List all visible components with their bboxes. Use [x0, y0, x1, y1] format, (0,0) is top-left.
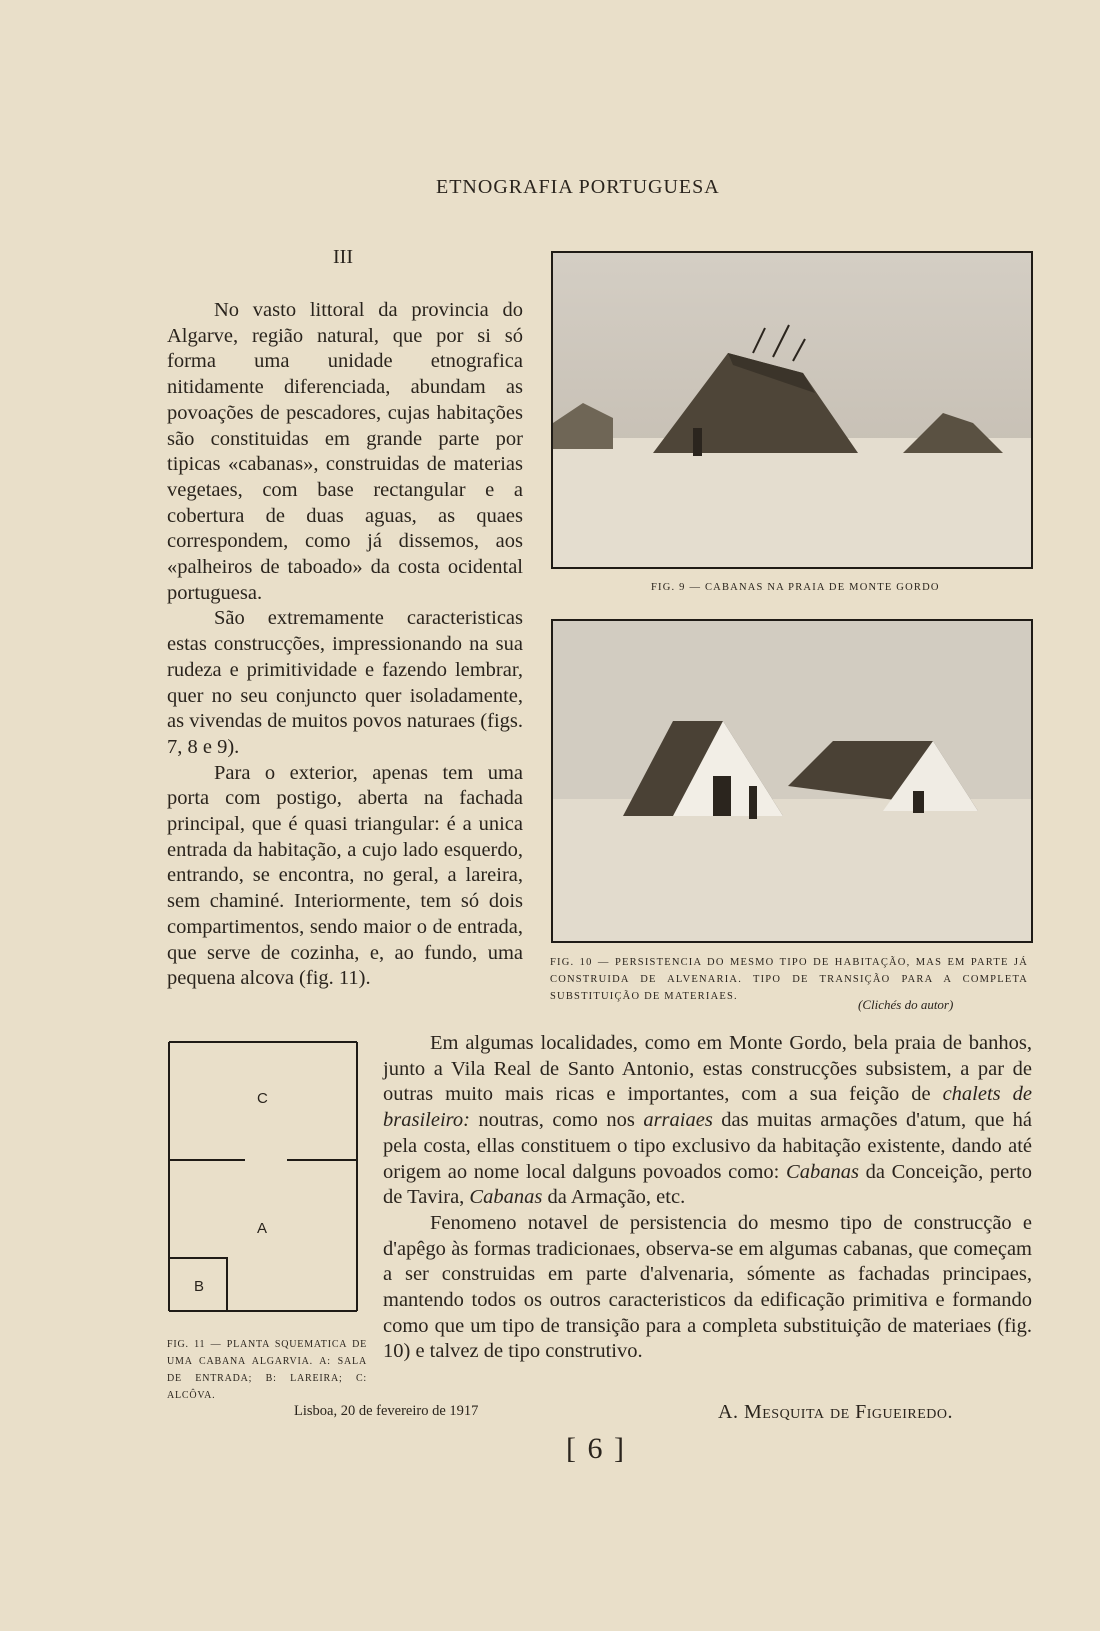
running-head: ETNOGRAFIA PORTUGUESA — [436, 176, 720, 198]
masonry-cabanas-illustration — [553, 621, 1031, 941]
p4-text-g: da Conceição, perto de Tavira, — [383, 1160, 1033, 1209]
p4-italic-b: chalets de brasileiro: — [383, 1083, 1033, 1132]
p4-text-c: noutras, como nos — [469, 1109, 644, 1132]
paragraph-2: São extremamente caracteristicas estas construcções, impressionando na sua rudeza e primitividade e fazendo lembrar, quer no seu conjuncto quer isoladamente, as vivendas de muitos povos naturaes (figs. 7, 8 e 9). — [167, 607, 523, 758]
p4-text-i: da Armação, etc. — [542, 1186, 686, 1209]
date-line: Lisboa, 20 de fevereiro de 1917 — [294, 1403, 479, 1419]
p4-text-a: Em algumas localidades, como em Monte Gordo, bela praia de banhos, junto a Vila Real de Santo Antonio, estas construcções subsistem, a par de outras muito mais ricas e importantes, com a sua feição de — [383, 1032, 1032, 1106]
fig-11-caption: FIG. 11 — PLANTA SQUEMATICA DE UMA CABANA ALGARVIA. A: SALA DE ENTRADA; B: LAREIRA; C: ALCÔVA. — [167, 1339, 367, 1401]
fig-9-caption: FIG. 9 — CABANAS NA PRAIA DE MONTE GORDO — [651, 582, 940, 593]
fig-11-plan — [167, 1031, 367, 1406]
p4-italic-d: arraiaes — [643, 1109, 713, 1132]
cabanas-photo-illustration — [553, 253, 1031, 567]
page-number: [ 6 ] — [566, 1432, 626, 1465]
paragraph-5: Fenomeno notavel de persistencia do mesmo tipo de construcção e d'apêgo às formas tradicionaes, observa-se em algumas cabanas, que começam a ser construidas em parte d'alvenaria, sómente as fachadas principaes, mantendo todos os outros caracteristicos da edificação primitiva e formando como que um tipo de transição para a completa substituição de materiaes (fig. 10) e talvez de tipo construtivo. — [383, 1211, 1032, 1363]
p4-italic-f: Cabanas — [786, 1160, 859, 1183]
plan-label-b: B — [194, 1278, 205, 1295]
plan-label-c: C — [257, 1090, 268, 1107]
paragraph-1: No vasto littoral da provincia do Algarve, região natural, que por si só forma uma unidade etnografica nitidamente diferenciada, abundam as povoações de pescadores, cujas habitações são constituidas em grande parte por tipicas «cabanas», construidas de materias vegetaes, com base rectangular e a cobertura de duas aguas, as quaes correspondem, como já dissemos, aos «palheiros de taboado» da costa ocidental portuguesa. — [167, 299, 523, 604]
plan-label-a: A — [257, 1220, 268, 1237]
author-signature: A. Mesquita de Figueiredo. — [718, 1401, 953, 1423]
left-column — [167, 298, 523, 992]
p4-italic-h: Cabanas — [469, 1186, 543, 1209]
paragraph-3: Para o exterior, apenas tem uma porta com postigo, aberta na fachada principal, que é quasi triangular: é a unica entrada da habitação, a cujo lado esquerdo, entrando, se encontra, no geral, a lareira, sem chaminé. Interiormente, tem só dois compartimentos, sendo maior o de entrada, que serve de cozinha, e, ao fundo, uma pequena alcova (fig. 11). — [167, 761, 523, 990]
fig-10-photo — [551, 619, 1033, 943]
section-number: III — [333, 246, 353, 268]
photo-credit: (Clichés do autor) — [858, 997, 954, 1012]
fig-9-photo — [551, 251, 1033, 569]
fig-10-caption: FIG. 10 — PERSISTENCIA DO MESMO TIPO DE HABITAÇÃO, MAS EM PARTE JÁ CONSTRUIDA DE ALVENARIA. TIPO DE TRANSIÇÃO PARA A COMPLETA SUBSTITUIÇÃO DE MATERIAES. — [550, 957, 1028, 1002]
p4-text-e: das muitas armações d'atum, que há pela costa, ellas constituem o tipo exclusivo da habitação existente, dando até origem ao nome local dalguns povoados como: — [383, 1109, 1032, 1183]
full-width-text — [167, 1031, 1032, 1406]
